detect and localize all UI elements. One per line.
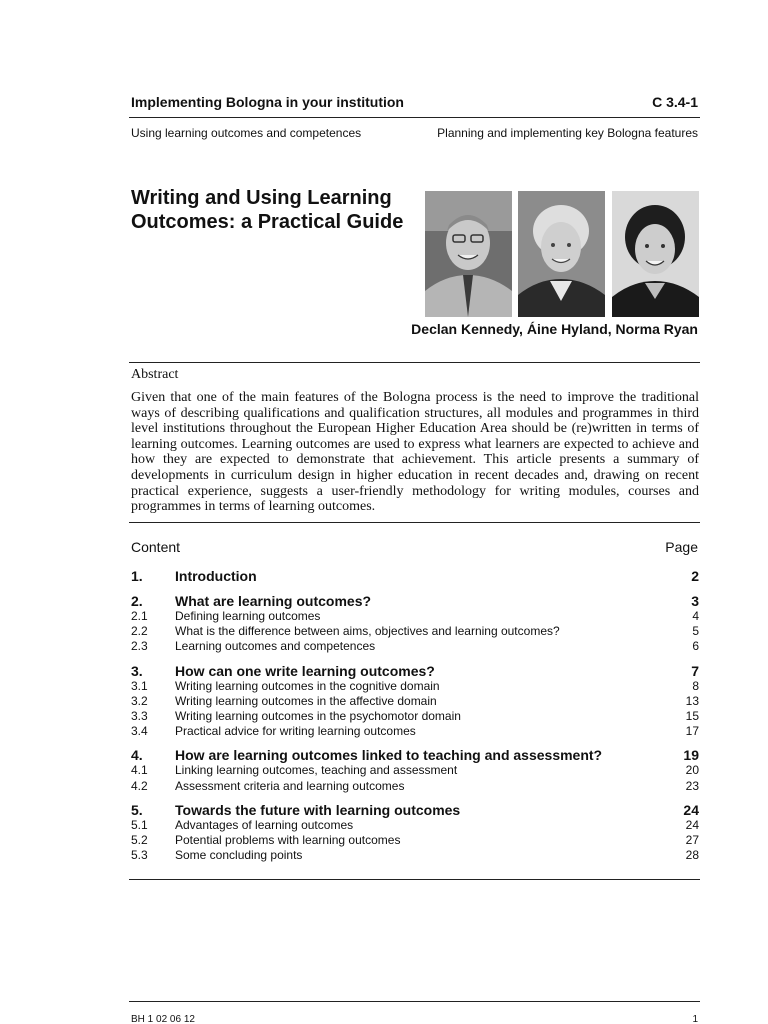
toc-subsection-title: Advantages of learning outcomes xyxy=(175,817,354,832)
toc-subsection-page: 6 xyxy=(692,639,699,654)
part-subtitle: Planning and implementing key Bologna features xyxy=(437,126,698,140)
toc-subsection-row[interactable] xyxy=(131,639,699,654)
toc-subsection-page: 17 xyxy=(685,724,699,739)
toc-section-number: 2. xyxy=(131,593,143,609)
header-divider xyxy=(129,117,700,118)
toc-subsection-title: Practical advice for writing learning outcomes xyxy=(175,724,416,739)
toc-subsection-page: 20 xyxy=(685,763,699,778)
toc-subsection-title: Writing learning outcomes in the affective domain xyxy=(175,693,437,708)
abstract-top-divider xyxy=(129,362,700,363)
publication-title: Implementing Bologna in your institution xyxy=(131,94,404,110)
toc-subsection-page: 23 xyxy=(685,778,699,793)
toc-subsection-row[interactable] xyxy=(131,679,699,694)
toc-section xyxy=(131,592,699,655)
toc-subsection-row[interactable] xyxy=(131,624,699,639)
portrait-image xyxy=(425,191,512,317)
toc-subsection-page: 27 xyxy=(685,832,699,847)
toc-subsection-row[interactable] xyxy=(131,779,699,794)
author-photo-3 xyxy=(612,191,699,317)
toc-subsection-page: 13 xyxy=(685,693,699,708)
toc-subsection-number: 3.2 xyxy=(131,693,148,708)
toc-section-row[interactable] xyxy=(131,662,699,680)
section-code: C 3.4-1 xyxy=(652,94,698,110)
portrait-image xyxy=(612,191,699,317)
abstract-body: Given that one of the main features of the Bologna process is the need to improve the traditional ways of describing qualifications and qualification structures, all modules and programmes in third level institutions throughout the European Higher Education Area should be (re)written in terms of learning outcomes. Learning outcomes are used to express what learners are expected to achieve and how they are expected to demonstrate that achievement. This article presents a summary of developments in curriculum design in higher education in recent decades and, drawing on recent practical experience, suggests a user-friendly methodology for writing modules, courses and programmes in terms of learning outcomes. xyxy=(131,390,699,515)
footer-reference: BH 1 02 06 12 xyxy=(131,1014,195,1024)
toc-section-title: How are learning outcomes linked to teaching and assessment? xyxy=(175,747,603,764)
toc-section-title: Towards the future with learning outcomes xyxy=(175,801,461,818)
toc-subsection-number: 5.2 xyxy=(131,832,148,847)
footer-divider xyxy=(129,1001,700,1002)
toc-subsection-row[interactable] xyxy=(131,848,699,863)
toc-subsection-page: 8 xyxy=(692,678,699,693)
toc-subsection-page: 24 xyxy=(685,817,699,832)
toc-section-page: 7 xyxy=(691,662,699,679)
toc-section-title: What are learning outcomes? xyxy=(175,593,372,609)
toc-subsection-number: 2.2 xyxy=(131,624,148,639)
toc-section xyxy=(131,567,699,585)
toc-subsection-row[interactable] xyxy=(131,833,699,848)
toc-subsection-number: 3.1 xyxy=(131,678,148,693)
toc-section-title: Introduction xyxy=(175,568,257,584)
toc-section-row[interactable] xyxy=(131,801,699,819)
toc-page-label: Page xyxy=(665,539,698,555)
toc-subsection-row[interactable] xyxy=(131,818,699,833)
toc-section xyxy=(131,662,699,740)
author-names: Declan Kennedy, Áine Hyland, Norma Ryan xyxy=(411,321,698,337)
toc-section xyxy=(131,746,699,793)
abstract-bottom-divider xyxy=(129,522,700,523)
abstract-heading: Abstract xyxy=(131,367,179,382)
toc-subsection-row[interactable] xyxy=(131,763,699,778)
toc-subsection-title: Assessment criteria and learning outcomes xyxy=(175,778,405,793)
toc-subsection-title: What is the difference between aims, objectives and learning outcomes? xyxy=(175,624,560,639)
toc-subsection-number: 4.1 xyxy=(131,763,148,778)
toc-subsection-number: 4.2 xyxy=(131,778,148,793)
toc-subsection-title: Defining learning outcomes xyxy=(175,609,321,623)
portrait-image xyxy=(518,191,605,317)
toc-section-page: 2 xyxy=(691,568,699,584)
toc-subsection-row[interactable] xyxy=(131,724,699,739)
toc-section-title: How can one write learning outcomes? xyxy=(175,662,435,679)
article-title: Writing and Using Learning Outcomes: a Practical Guide xyxy=(131,187,404,233)
toc-content-label: Content xyxy=(131,539,181,555)
toc-subsection-page: 5 xyxy=(692,624,699,639)
toc-section-number: 4. xyxy=(131,747,143,764)
toc-subsection-page: 28 xyxy=(685,848,699,863)
toc-section-page: 3 xyxy=(691,593,699,609)
toc-subsection-page: 4 xyxy=(692,609,699,623)
author-photo-1 xyxy=(425,191,512,317)
toc-subsection-title: Some concluding points xyxy=(175,848,303,863)
toc-section-row[interactable] xyxy=(131,746,699,764)
toc-subsection-number: 5.1 xyxy=(131,817,148,832)
toc-section-number: 1. xyxy=(131,568,143,584)
toc-subsection-row[interactable] xyxy=(131,609,699,624)
toc-section-number: 3. xyxy=(131,662,143,679)
toc-subsection-number: 3.3 xyxy=(131,708,148,723)
author-photo-2 xyxy=(518,191,605,317)
toc-section-row[interactable] xyxy=(131,592,699,610)
toc-subsection-number: 2.3 xyxy=(131,639,148,654)
toc-subsection-title: Writing learning outcomes in the cognitive domain xyxy=(175,678,440,693)
toc-subsection-title: Writing learning outcomes in the psychomotor domain xyxy=(175,708,461,723)
chapter-subtitle: Using learning outcomes and competences xyxy=(131,126,362,140)
toc-subsection-page: 15 xyxy=(685,708,699,723)
toc-section xyxy=(131,801,699,864)
page-number: 1 xyxy=(692,1014,698,1024)
toc-bottom-divider xyxy=(129,879,700,880)
toc-section-row[interactable] xyxy=(131,567,699,585)
toc-subsection-row[interactable] xyxy=(131,709,699,724)
toc-subsection-number: 2.1 xyxy=(131,609,148,623)
toc-subsection-title: Potential problems with learning outcomes xyxy=(175,832,401,847)
toc-subsection-number: 5.3 xyxy=(131,848,148,863)
toc-section-page: 24 xyxy=(683,801,699,818)
toc-section-page: 19 xyxy=(683,747,699,764)
toc-subsection-number: 3.4 xyxy=(131,724,148,739)
toc-subsection-title: Learning outcomes and competences xyxy=(175,639,376,654)
toc-subsection-row[interactable] xyxy=(131,694,699,709)
table-of-contents xyxy=(131,567,699,870)
toc-subsection-title: Linking learning outcomes, teaching and assessment xyxy=(175,763,458,778)
toc-section-number: 5. xyxy=(131,801,143,818)
